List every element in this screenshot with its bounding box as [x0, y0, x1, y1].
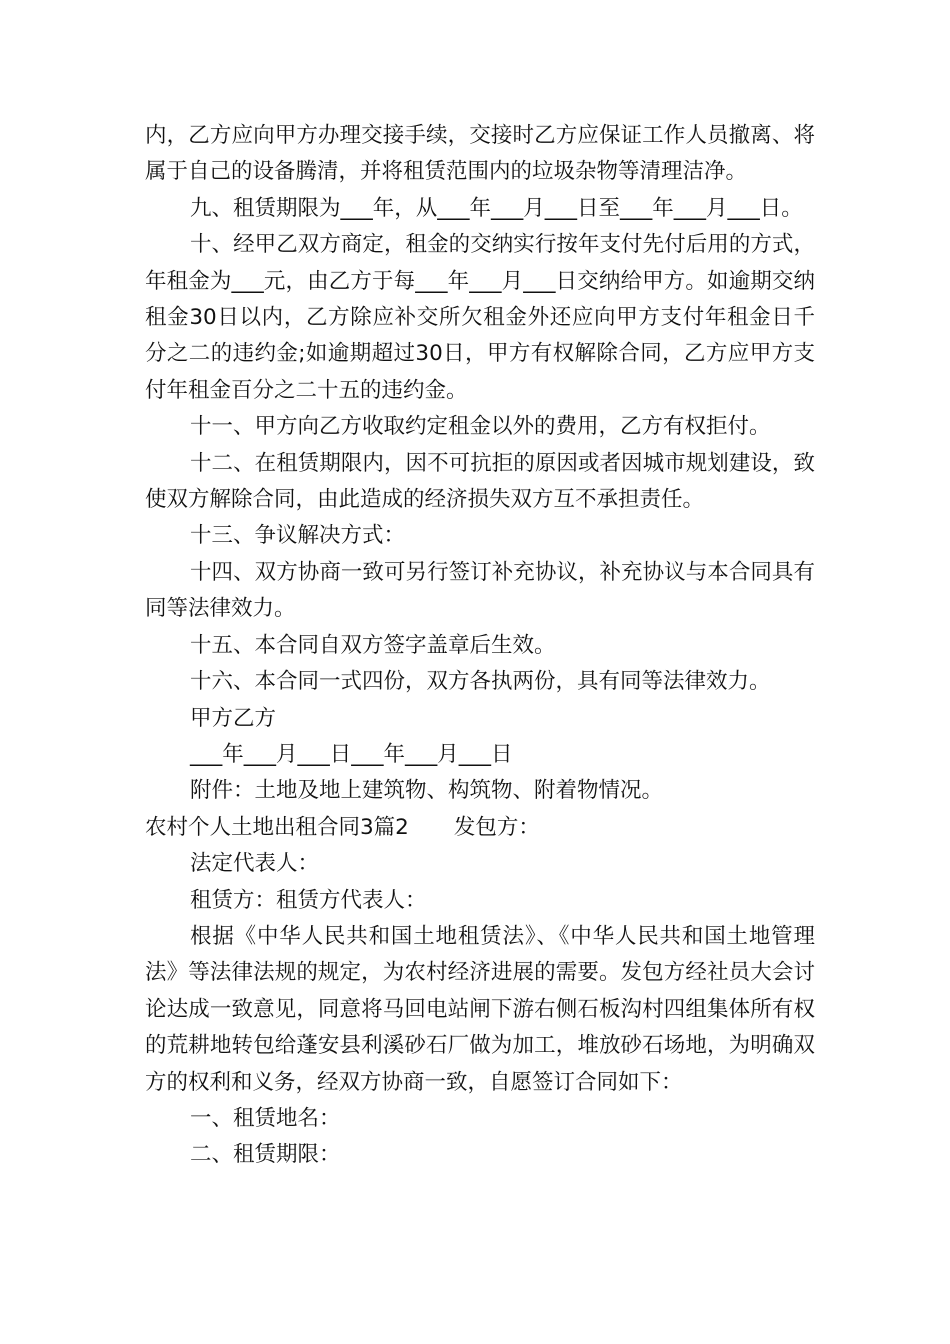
lessee-line: 租赁方：租赁方代表人： [190, 887, 427, 913]
paragraph-clause-12-force-majeure: 十二、在租赁期限内，因不可抗拒的原因或者因城市规划建设，致使双方解除合同，由此造成的经济损失双方互不承担责任。 [145, 450, 815, 513]
legal-representative-line: 法定代表人： [190, 851, 320, 877]
paragraph-preamble: 根据《中华人民共和国土地租赁法》、《中华人民共和国土地管理法》等法律法规的规定，为农村经济进展的需要。发包方经社员大会讨论达成一致意见，同意将马回电站闸下游右侧石板沟村四组集体所有权的荒耕地转包给蓬安县利溪砂石厂做为加工，堆放砂石场地，为明确双方的权利和义务，经双方协商一致，自愿签订合同如下： [145, 923, 815, 1095]
paragraph-clause-10-rent: 十、经甲乙双方商定，租金的交纳实行按年支付先付后用的方式，年租金为___元，由乙方于每___年___月___日交纳给甲方。如逾期交纳租金30日以内，乙方除应补交所欠租金外还应向甲方支付年租金日千分之二的违约金;如逾期超过30日，甲方有权解除合同，乙方应甲方支付年租金百分之二十五的违约金。 [145, 232, 815, 403]
paragraph-clause-11-fees: 十一、甲方向乙方收取约定租金以外的费用，乙方有权拒付。 [190, 414, 771, 440]
clause-2-lease-term: 二、租赁期限： [190, 1142, 341, 1168]
paragraph-handover: 内，乙方应向甲方办理交接手续，交接时乙方应保证工作人员撤离、将属于自己的设备腾清，并将租赁范围内的垃圾杂物等清理洁净。 [145, 123, 815, 185]
paragraph-clause-16-copies: 十六、本合同一式四份，双方各执两份，具有同等法律效力。 [190, 669, 771, 695]
section-title-line [145, 810, 815, 846]
document-body [145, 118, 815, 1174]
paragraph-clause-15-effective: 十五、本合同自双方签字盖章后生效。 [190, 632, 556, 658]
paragraph-attachment: 附件：土地及地上建筑物、构筑物、附着物情况。 [190, 778, 664, 804]
paragraph-clause-13-dispute: 十三、争议解决方式： [190, 523, 406, 549]
section-title: 农村个人土地出租合同3篇2 [145, 814, 409, 840]
signature-dates: ___年___月___日___年___月___日 [190, 741, 513, 767]
paragraph-clause-9-lease-term: 九、租赁期限为___年，从___年___月___日至___年___月___日。 [190, 195, 803, 221]
signature-parties: 甲方乙方 [190, 705, 277, 731]
contractor-label: 发包方： [453, 814, 540, 840]
clause-1-lease-place: 一、租赁地名： [190, 1105, 341, 1131]
paragraph-clause-14-supplement: 十四、双方协商一致可另行签订补充协议，补充协议与本合同具有同等法律效力。 [145, 559, 815, 622]
